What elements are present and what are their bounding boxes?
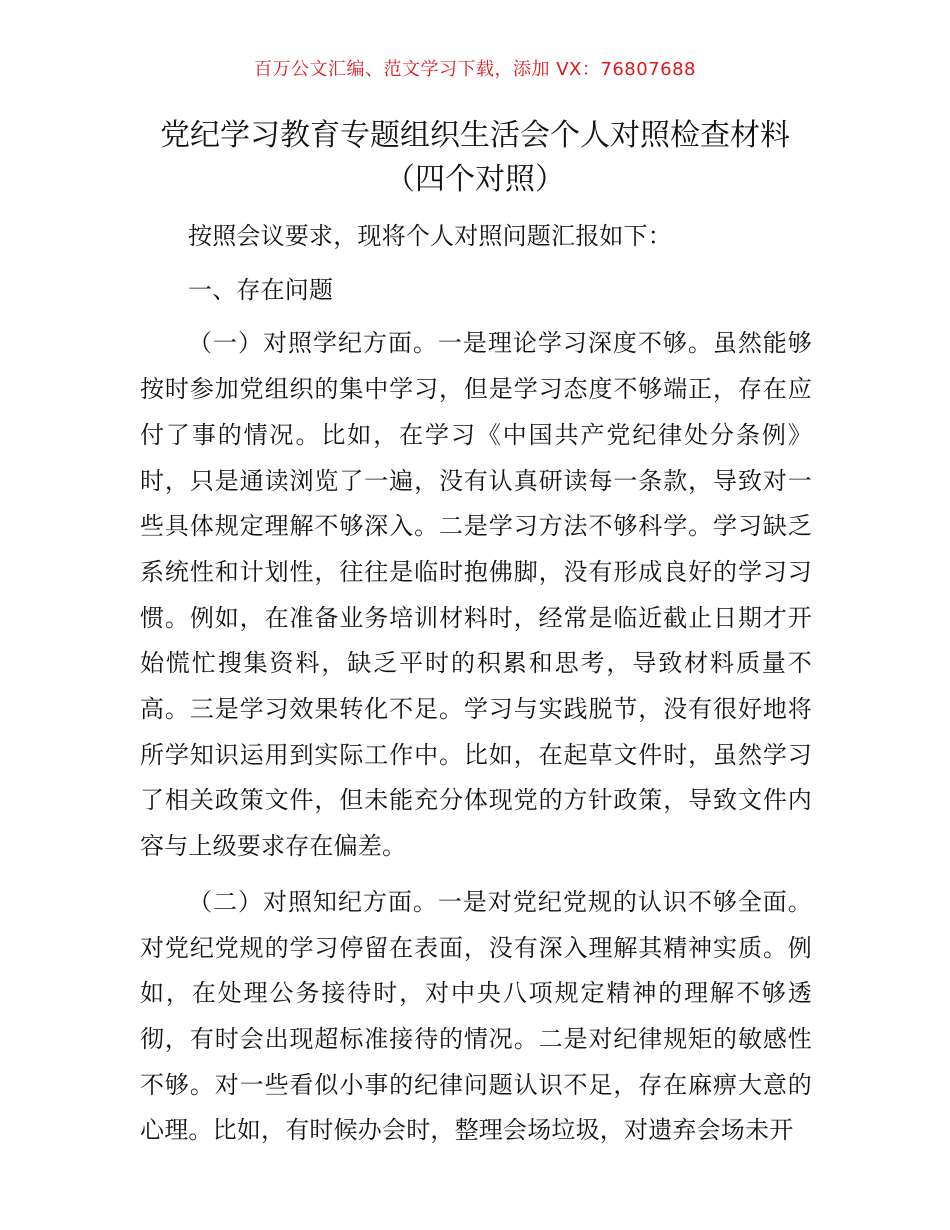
paragraph-study-discipline: （一）对照学纪方面。一是理论学习深度不够。虽然能够按时参加党组织的集中学习，但是学习态度不够端正，存在应付了事的情况。比如，在学习《中国共产党纪律处分条例》时，只是通读浏览了一遍，没有认真研读每一条款，导致对一些具体规定理解不够深入。二是学习方法不够科学。学习缺乏系统性和计划性，往往是临时抱佛脚，没有形成良好的学习习惯。例如，在准备业务培训材料时，经常是临近截止日期才开始慌忙搜集资料，缺乏平时的积累和思考，导致材料质量不高。三是学习效果转化不足。学习与实践脱节，没有很好地将所学知识运用到实际工作中。比如，在起草文件时，虽然学习了相关政策文件，但未能充分体现党的方针政策，导致文件内容与上级要求存在偏差。 xyxy=(140,329,812,861)
download-banner: 百万公文汇编、范文学习下载，添加 VX：76807688 xyxy=(254,59,696,80)
intro-paragraph: 按照会议要求，现将个人对照问题汇报如下： xyxy=(188,222,672,250)
document-title: 党纪学习教育专题组织生活会个人对照检查材料（四个对照） xyxy=(160,118,790,197)
section-heading: 一、存在问题 xyxy=(188,275,334,304)
paragraph-know-discipline: （二）对照知纪方面。一是对党纪党规的认识不够全面。对党纪党规的学习停留在表面，没有深入理解其精神实质。例如，在处理公务接待时，对中央八项规定精神的理解不够透彻，有时会出现超标准接待的情况。二是对纪律规矩的敏感性不够。对一些看似小事的纪律问题认识不足，存在麻痹大意的心理。比如，有时候办会时，整理会场垃圾，对遗弃会场未开 xyxy=(140,887,812,1145)
document-body xyxy=(140,214,812,1154)
